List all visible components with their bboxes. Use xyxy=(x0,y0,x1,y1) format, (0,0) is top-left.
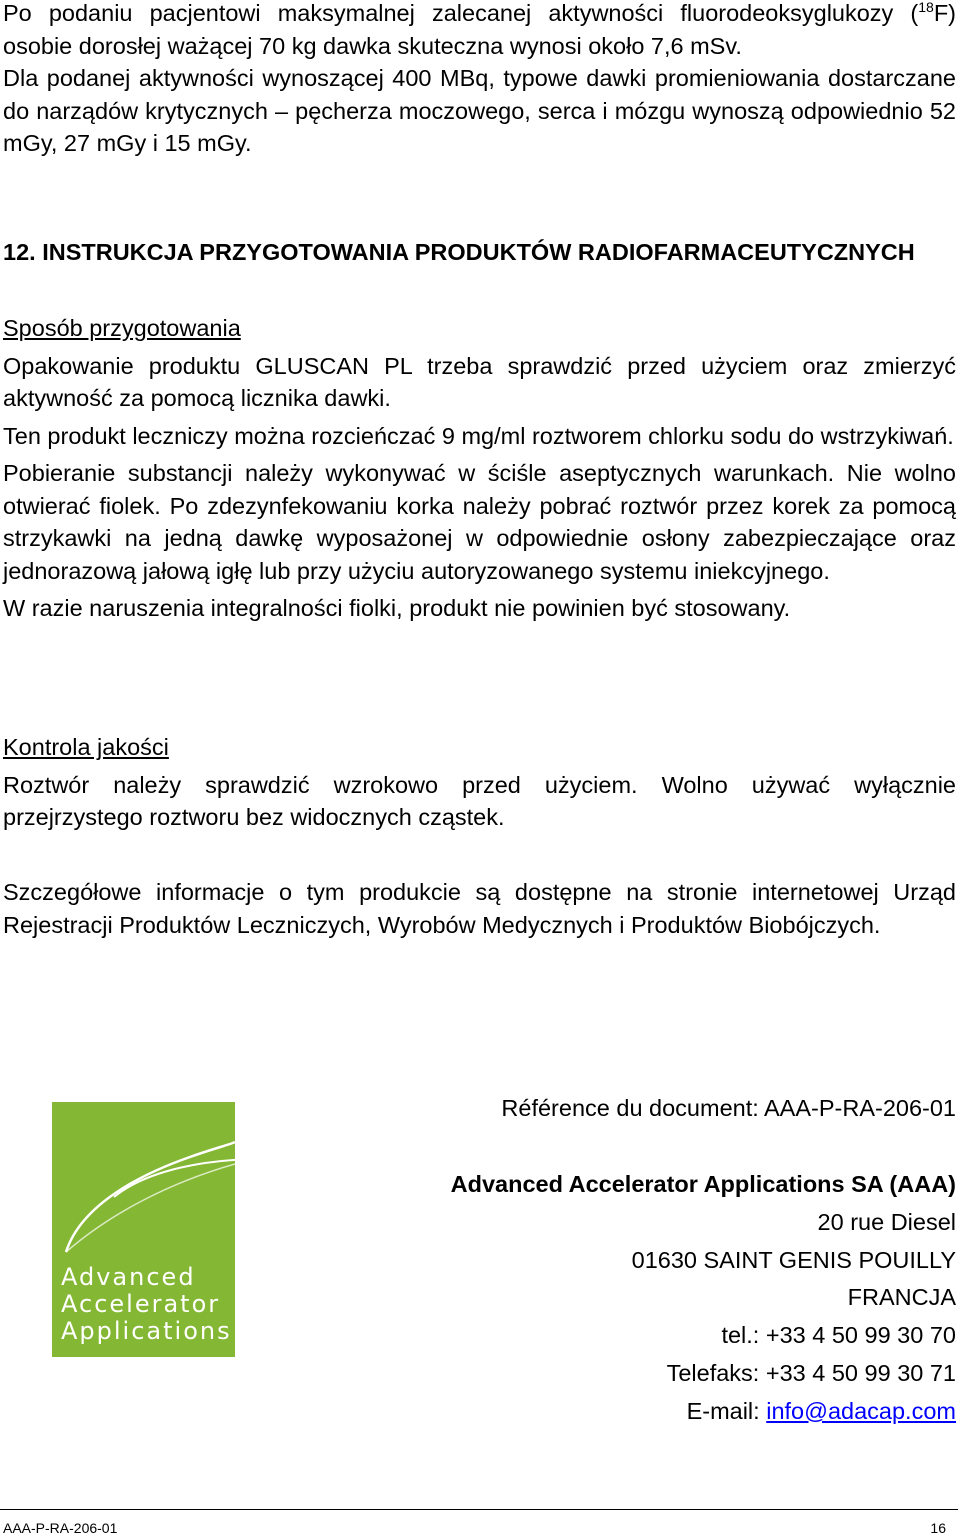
phone-number: tel.: +33 4 50 99 30 70 xyxy=(721,1322,956,1348)
quality-section xyxy=(3,731,956,834)
company-logo xyxy=(52,1102,235,1357)
address-street: 20 rue Diesel xyxy=(817,1209,956,1235)
dose-text-b: F) osobie dorosłej ważącej 70 kg dawka skuteczna wynosi około 7,6 mSv. xyxy=(3,0,956,59)
address-country: FRANCJA xyxy=(847,1284,956,1310)
dose-paragraph xyxy=(3,0,956,62)
page-number: 16 xyxy=(930,1520,946,1536)
info-paragraph: Szczegółowe informacje o tym produkcie są dostępne na stronie internetowej Urząd Rejestracji Produktów Leczniczych, Wyrobów Medycznych i Produktów Biobójczych. xyxy=(3,879,956,938)
preparation-paragraph-4: W razie naruszenia integralności fiolki, produkt nie powinien być stosowany. xyxy=(3,595,791,621)
quality-subheading: Kontrola jakości xyxy=(3,734,169,760)
isotope-superscript: 18 xyxy=(918,0,934,16)
logo-wordmark xyxy=(61,1264,232,1345)
section-12-heading: 12. INSTRUKCJA PRZYGOTOWANIA PRODUKTÓW RADIOFARMACEUTYCZNYCH xyxy=(3,239,915,265)
logo-line-2: Accelerator xyxy=(61,1290,221,1318)
logo-line-3: Applications xyxy=(61,1317,232,1345)
dose-text-a: Po podaniu pacjentowi maksymalnej zalecanej aktywności fluorodeoksyglukozy ( xyxy=(3,0,919,26)
email-label: E-mail: xyxy=(686,1398,767,1424)
logo-line-1: Advanced xyxy=(61,1263,196,1291)
info-section xyxy=(3,876,956,941)
organ-dose-paragraph: Dla podanej aktywności wynoszącej 400 MBq, typowe dawki promieniowania dostarczane do narządów krytycznych – pęcherza moczowego, serca i mózgu wynoszą odpowiednio 52 mGy, 27 mGy i 15 mGy. xyxy=(3,65,956,156)
preparation-paragraph-1: Opakowanie produktu GLUSCAN PL trzeba sprawdzić przed użyciem oraz zmierzyć aktywność za pomocą licznika dawki. xyxy=(3,352,956,411)
quality-paragraph: Roztwór należy sprawdzić wzrokowo przed użyciem. Wolno używać wyłącznie przejrzystego roztworu bez widocznych cząstek. xyxy=(3,771,956,830)
company-name: Advanced Accelerator Applications SA (AAA) xyxy=(450,1171,956,1197)
preparation-paragraph-2: Ten produkt leczniczy można rozcieńczać 9 mg/ml roztworem chlorku sodu do wstrzykiwań. xyxy=(3,422,954,449)
intro-section xyxy=(3,0,956,160)
email-line xyxy=(687,1397,956,1425)
fax-number: Telefaks: +33 4 50 99 30 71 xyxy=(666,1360,956,1386)
email-link[interactable]: info@adacap.com xyxy=(766,1398,956,1424)
footer-divider xyxy=(0,1509,958,1510)
preparation-paragraph-3: Pobieranie substancji należy wykonywać w ściśle aseptycznych warunkach. Nie wolno otwierać fiolek. Po zdezynfekowaniu korka należy pobrać roztwór przez korek za pomocą strzykawki na jedną dawkę wyposażonej w odpowiednie osłony zabezpieczające oraz jednorazową jałową igłę lub przy użyciu autoryzowanego systemu iniekcyjnego. xyxy=(3,460,956,584)
preparation-section xyxy=(3,312,956,625)
address-city: 01630 SAINT GENIS POUILLY xyxy=(631,1247,956,1273)
preparation-subheading: Sposób przygotowania xyxy=(3,315,241,341)
document-reference: Référence du document: AAA-P-RA-206-01 xyxy=(501,1095,956,1121)
footer-doc-code: AAA-P-RA-206-01 xyxy=(3,1520,118,1536)
